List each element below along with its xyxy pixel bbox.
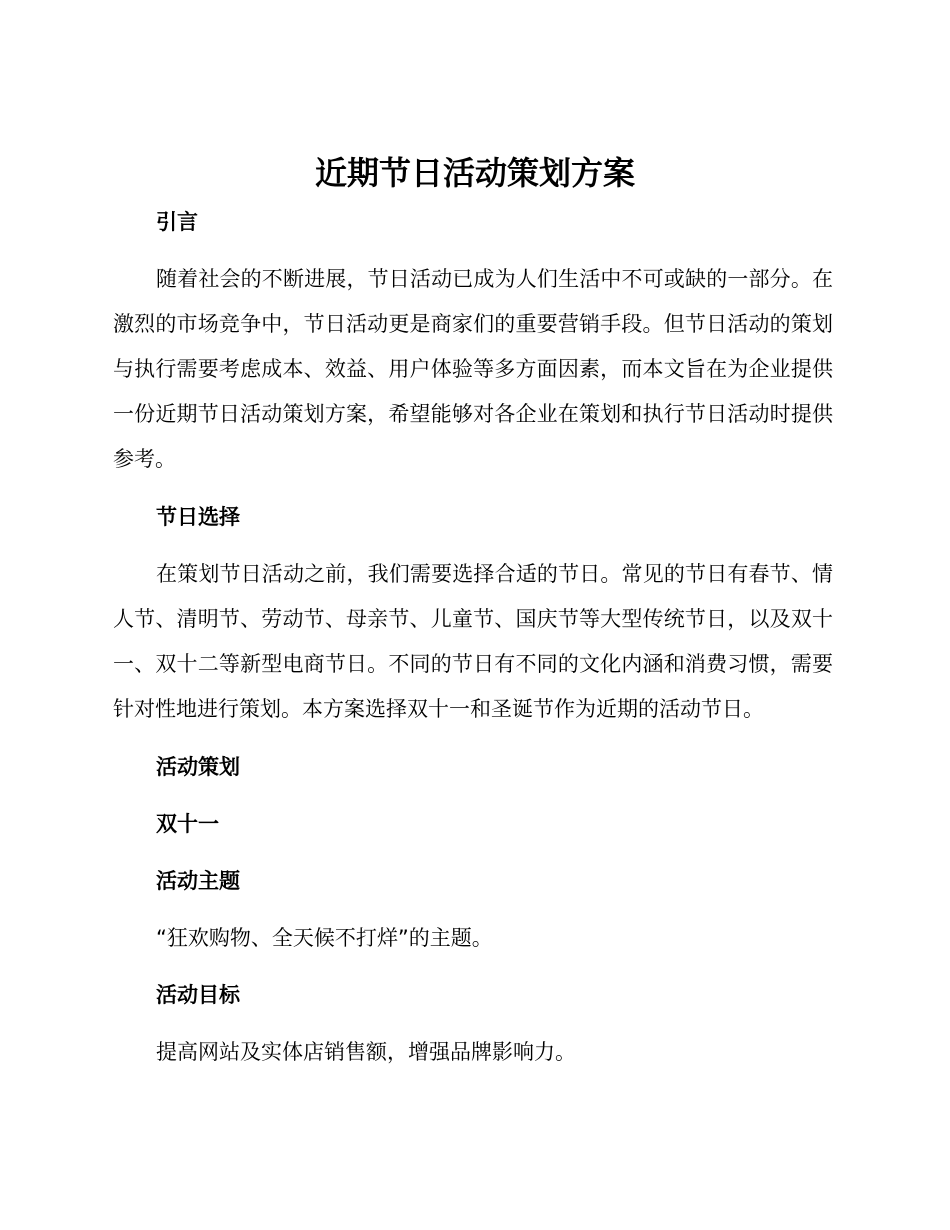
intro-heading: 引言 — [156, 210, 198, 234]
intro-paragraph: 随着社会的不断进展，节日活动已成为人们生活中不可或缺的一部分。在激烈的市场竞争中，节日活动更是商家们的重要营销手段。但节日活动的策划与执行需要考虑成本、效益、用户体验等多方面因素，而本文旨在为企业提供一份近期节日活动策划方案，希望能够对各企业在策划和执行节日活动时提供参考。 — [113, 267, 833, 471]
activity-theme-text: “狂欢购物、全天候不打烊”的主题。 — [156, 926, 493, 950]
activity-theme-heading: 活动主题 — [156, 869, 240, 893]
activity-planning-heading: 活动策划 — [156, 755, 240, 779]
double-eleven-heading: 双十一 — [156, 812, 219, 836]
activity-goal-heading: 活动目标 — [156, 983, 240, 1007]
holiday-selection-paragraph: 在策划节日活动之前，我们需要选择合适的节日。常见的节日有春节、情人节、清明节、劳动节、母亲节、儿童节、国庆节等大型传统节日，以及双十一、双十二等新型电商节日。不同的节日有不同的文化内涵和消费习惯，需要针对性地进行策划。本方案选择双十一和圣诞节作为近期的活动节日。 — [113, 562, 833, 721]
holiday-selection-heading: 节日选择 — [156, 505, 240, 529]
activity-goal-text: 提高网站及实体店销售额，增强品牌影响力。 — [156, 1040, 576, 1064]
document-body — [113, 200, 833, 1087]
document-title: 近期节日活动策划方案 — [314, 154, 635, 192]
